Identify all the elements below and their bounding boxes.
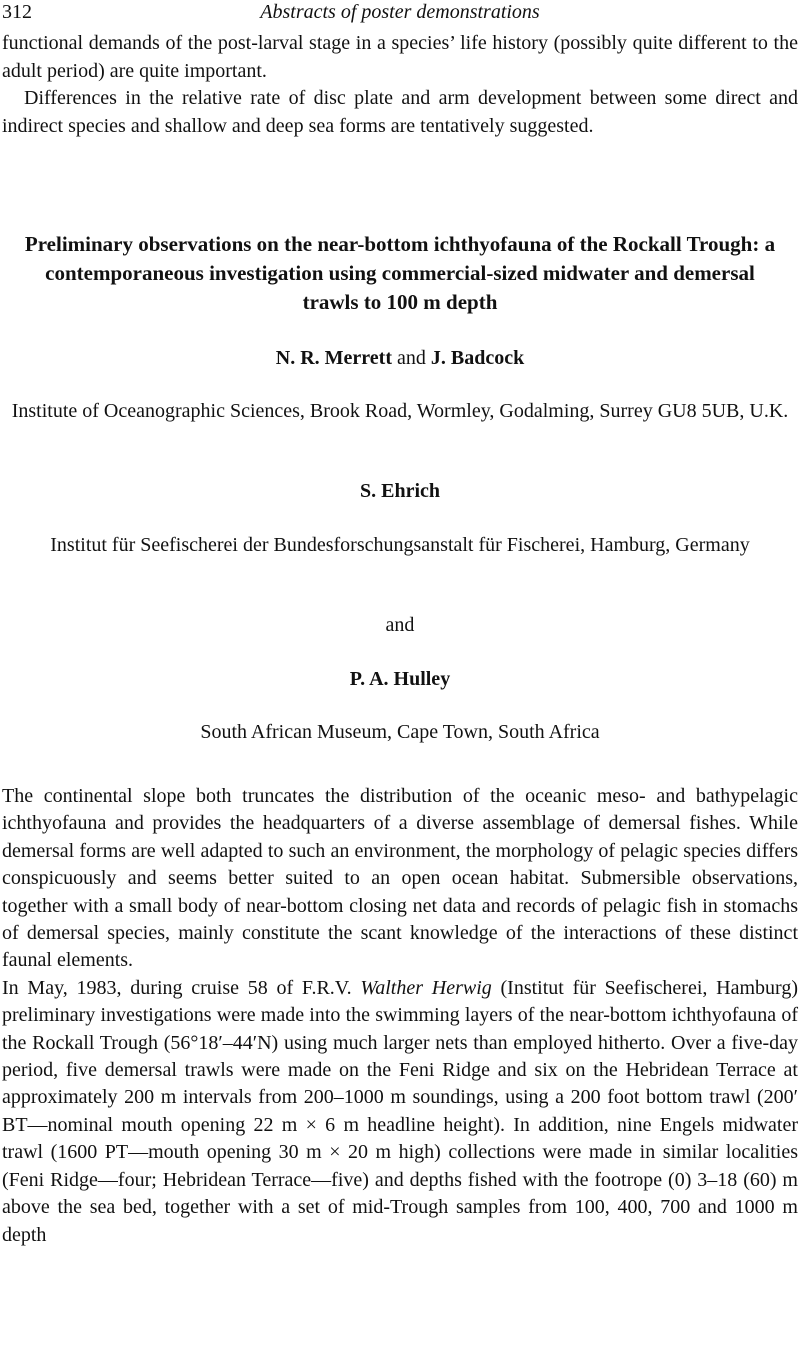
author-connector: and (392, 347, 431, 369)
body-paragraph-2 (2, 975, 798, 1249)
page-header (0, 0, 800, 26)
body-paragraph-1: The continental slope both truncates the distribution of the oceanic meso- and bathypelagic ichthyofauna and provides the headquarters of a diverse assemblage of demersal fishes. While demersal forms are well adapted to such an environment, the morphology of pelagic species differs conspicuously and seems better suited to an open ocean habitat. Submersible observations, together with a small body of near-bottom closing net data and records of pelagic fish in stomachs of demersal species, mainly constitute the scant knowledge of the interactions of these distinct faunal elements. (2, 785, 798, 972)
author-hulley: P. A. Hulley (349, 668, 451, 690)
previous-abstract-end (2, 30, 798, 140)
author-merrett: N. R. Merrett (275, 347, 392, 369)
article-body (2, 783, 798, 1249)
author-badcock: J. Badcock (430, 347, 525, 369)
affiliation-ios: Institute of Oceanographic Sciences, Brook Road, Wormley, Godalming, Surrey GU8 5UB, U.K. (11, 400, 789, 422)
affiliation-cape-town: South African Museum, Cape Town, South Africa (200, 721, 600, 743)
p2-text-rest: (Institut für Seefischerei, Hamburg) preliminary investigations were made into the swimming layers of the near-bottom ichthyofauna of the Rockall Trough (56°18′–44′N) using much larger nets than employed hitherto. Over a five-day period, five demersal trawls were made on the Feni Ridge and six on the Hebridean Terrace at approximately 200 m intervals from 200–1000 m soundings, using a 200 foot bottom trawl (200′ BT—nominal mouth opening 22 m × 6 m headline height). In addition, nine Engels midwater trawl (1600 PT—mouth opening 30 m × 20 m high) collections were made in similar localities (Feni Ridge—four; Hebridean Terrace—five) and depths fished with the footrope (0) 3–18 (60) m above the sea bed, together with a set of mid-Trough samples from 100, 400, 700 and 1000 m depth (2, 976, 798, 1246)
ship-name: Walther Herwig (360, 976, 492, 999)
authors-line-1 (0, 345, 800, 372)
author-ehrich: S. Ehrich (359, 480, 441, 502)
page-number: 312 (2, 1, 32, 23)
affiliation-hamburg: Institut für Seefischerei der Bundesforschungsanstalt für Fischerei, Hamburg, Germany (50, 534, 750, 556)
previous-paragraph-2: Differences in the relative rate of disc plate and arm development between some direct and indirect species and shallow and deep sea forms are tentatively suggested. (2, 87, 798, 137)
p2-text-start: In May, 1983, during cruise 58 of F.R.V. (2, 976, 361, 999)
and-connector: and (385, 614, 415, 636)
previous-paragraph-1: functional demands of the post-larval stage in a species’ life history (possibly quite different to the adult period) are quite important. (2, 32, 798, 82)
running-head: Abstracts of poster demonstrations (260, 1, 540, 23)
article-title: Preliminary observations on the near-bottom ichthyofauna of the Rockall Trough: a contemporaneous investigation using commercial-sized midwater and demersal trawls to 100 m depth (24, 232, 776, 314)
